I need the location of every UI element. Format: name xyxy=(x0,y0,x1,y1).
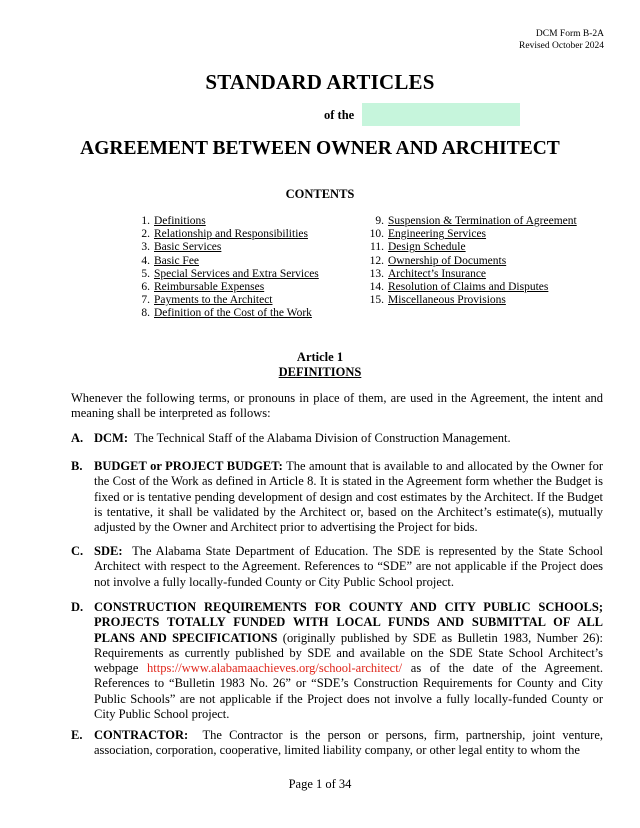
item-text-continued: as of the date of the Agreement. References to “Bulletin 1983 No. 26” or “SDE’s Construction Requirements for County and City Public Schools” are not applicable if the Project does not involve a fully locally-funded County or City Public School project. xyxy=(94,661,603,722)
toc-item-link[interactable]: Definitions xyxy=(154,215,206,227)
toc-item-number: 7. xyxy=(141,294,150,307)
toc-item-link[interactable]: Miscellaneous Provisions xyxy=(388,294,506,307)
definition-d xyxy=(71,600,603,722)
item-text: (originally published by SDE as Bulletin 1983, Number 26): Requirements as currently published by SDE and available on the SDE State School Architect’s webpage xyxy=(94,630,603,676)
toc-item-link[interactable]: Reimbursable Expenses xyxy=(154,281,265,294)
item-letter: D. xyxy=(71,600,84,614)
owner-name-field[interactable] xyxy=(362,103,520,126)
toc-item-link[interactable]: Resolution of Claims and Disputes xyxy=(388,281,549,294)
toc-item-number: 8. xyxy=(141,307,150,320)
toc-item-link[interactable]: Design Schedule xyxy=(388,241,466,254)
definition-c xyxy=(71,544,603,590)
toc-item xyxy=(126,228,319,241)
contents-heading: CONTENTS xyxy=(285,187,355,201)
item-text: The Technical Staff of the Alabama Division of Construction Management. xyxy=(134,431,511,445)
item-term: DCM: xyxy=(94,431,129,445)
definition-a xyxy=(71,431,603,446)
item-letter: C. xyxy=(71,544,84,558)
item-text: The amount that is available to and allocated by the Owner for the Cost of the Work as defined in Article 8. It is stated in the Agreement form whether the Budget is fixed or is tentative pending development of design and cost estimates by the Architect. If the Budget is tentative, it shall be validated by the Architect or, based on the Architect’s estimate(s), mutually adjusted by the Owner and Architect prior to advertising the Project for bids. xyxy=(94,459,603,535)
item-term: BUDGET or PROJECT BUDGET: xyxy=(94,459,283,473)
toc-item-link[interactable]: Definition of the Cost of the Work xyxy=(154,307,312,320)
of-the-row xyxy=(0,103,640,126)
toc-item-number: 5. xyxy=(141,267,150,280)
definition-b xyxy=(71,459,603,535)
toc-item-number: 14. xyxy=(369,281,384,294)
toc-item-link[interactable]: Engineering Services xyxy=(388,228,487,241)
toc-item xyxy=(360,281,577,294)
toc-item-link[interactable]: Basic Fee xyxy=(154,254,200,267)
article-heading xyxy=(0,350,640,380)
form-revision: Revised October 2024 xyxy=(519,41,604,51)
toc-item xyxy=(360,215,577,228)
document-title: STANDARD ARTICLES xyxy=(205,70,435,94)
article-number: Article 1 xyxy=(296,350,344,364)
school-architect-link[interactable]: https://www.alabamaachieves.org/school-architect/ xyxy=(147,661,403,676)
item-text: The Contractor is the person or persons, firm, partnership, joint venture, association, corporation, cooperative, limited liability company, or other legal entity to whom the xyxy=(94,728,603,758)
toc-item-number: 3. xyxy=(141,241,150,254)
toc-item-number: 13. xyxy=(369,267,384,280)
toc-item-number: 11. xyxy=(370,241,384,254)
item-term: CONSTRUCTION REQUIREMENTS FOR COUNTY AND CITY PUBLIC SCHOOLS; PROJECTS TOTALLY FUNDED WITH LOCAL FUNDS AND SUBMITTAL OF ALL PLANS AND SPECIFICATIONS xyxy=(94,600,603,645)
toc-item xyxy=(360,241,577,254)
toc-item xyxy=(360,294,577,307)
definition-e xyxy=(71,728,603,759)
toc-item-number: 4. xyxy=(141,254,150,267)
toc-item-link[interactable]: Relationship and Responsibilities xyxy=(154,228,308,241)
toc-item xyxy=(360,228,577,241)
toc-item-number: 9. xyxy=(375,215,384,227)
page-number: Page 1 of 34 xyxy=(288,777,352,791)
toc-item xyxy=(126,294,319,307)
toc-item-number: 2. xyxy=(141,228,150,241)
toc-item-number: 10. xyxy=(369,228,384,241)
toc-item-link[interactable]: Payments to the Architect xyxy=(154,294,273,307)
document-subtitle: AGREEMENT BETWEEN OWNER AND ARCHITECT xyxy=(80,138,560,159)
intro-paragraph: Whenever the following terms, or pronouns in place of them, are used in the Agreement, the intent and meaning shall be interpreted as follows: xyxy=(71,391,603,421)
toc-item xyxy=(126,307,319,320)
toc-item xyxy=(126,268,319,281)
toc-item xyxy=(360,255,577,268)
item-letter: A. xyxy=(71,431,84,445)
item-term: CONTRACTOR: xyxy=(94,728,189,742)
toc-item-link[interactable]: Architect’s Insurance xyxy=(388,267,487,280)
item-term: SDE: xyxy=(94,544,123,558)
toc-right-column xyxy=(360,215,577,307)
item-letter: B. xyxy=(71,459,83,473)
toc-item-number: 15. xyxy=(369,294,384,307)
toc-item-link[interactable]: Special Services and Extra Services xyxy=(154,267,319,280)
toc-item-link[interactable]: Suspension & Termination of Agreement xyxy=(388,215,577,227)
form-number: DCM Form B-2A xyxy=(535,29,604,39)
form-id xyxy=(519,28,604,52)
toc-item-link[interactable]: Basic Services xyxy=(154,241,222,254)
toc-item xyxy=(126,281,319,294)
toc-item xyxy=(126,215,319,228)
of-the-label: of the xyxy=(324,108,355,122)
item-text: The Alabama State Department of Education. The SDE is represented by the State School Architect with respect to the Agreement. References to “SDE” are not applicable if the Project does not involve a fully locally-funded County or City Public School project. xyxy=(94,544,603,589)
toc-item xyxy=(126,241,319,254)
toc-item-number: 6. xyxy=(141,281,150,294)
item-letter: E. xyxy=(71,728,83,742)
toc-item xyxy=(360,268,577,281)
toc-item-number: 12. xyxy=(369,254,384,267)
toc-left-column xyxy=(126,215,319,321)
toc-item xyxy=(126,255,319,268)
toc-item-link[interactable]: Ownership of Documents xyxy=(388,254,507,267)
toc-item-number: 1. xyxy=(141,215,150,227)
article-name: DEFINITIONS xyxy=(278,365,362,379)
